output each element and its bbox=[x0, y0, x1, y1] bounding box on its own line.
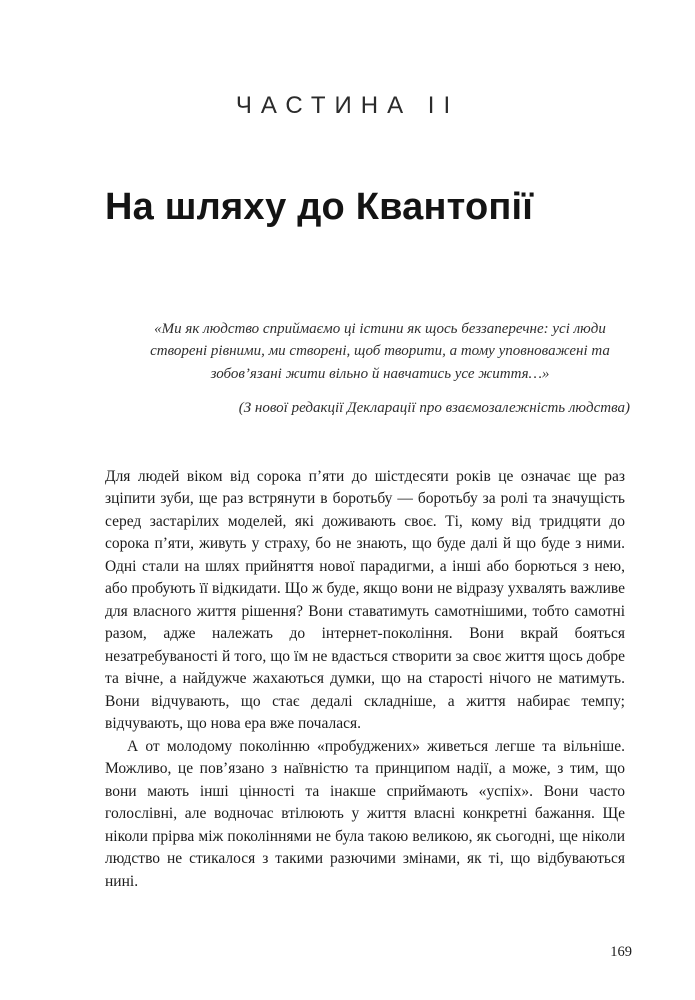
page-number: 169 bbox=[610, 944, 632, 960]
paragraph: Для людей віком від сорока п’яти до шістдесяти років це означає ще раз зціпити зуби, ще раз встрянути в боротьбу — боротьбу за ролі та значущість серед застарілих моделей, які доживають своє. Ті, кому від тридцяти до сорока п’яти, живуть у страху, бо не знають, що буде далі й що буде з ними. Одні стали на шлях прийняття нової парадигми, а інші або борються з нею, або пробують її відкидати. Що ж буде, якщо вони не відразу ухвалять важливе для власного життя рішення? Вони ставатимуть самотнішими, тобто самотні разом, адже належать до інтернет-покоління. Вони вкрай бояться незатребуваності й того, що їм не вдасться створити за своє життя щось добре та вічне, а найдужче жахаються думки, що на старості нічого не матимуть. Вони відчувають, що стає дедалі складніше, а життя набирає темпу; відчувають, що нова ера вже почалася. bbox=[105, 467, 625, 733]
body-text bbox=[105, 466, 625, 894]
epigraph-attribution: (З нової редакції Декларації про взаємозалежність людства) bbox=[238, 400, 630, 417]
chapter-title: На шляху до Квантопії bbox=[105, 186, 534, 228]
epigraph-quote: «Ми як людство сприймаємо ці істини як щось беззаперечне: усі люди створені рівними, ми створені, щоб творити, а тому уповноважені та зобов’язані жити вільно й навчатись усе життя…» bbox=[150, 320, 610, 382]
part-label: ЧАСТИНА II bbox=[235, 92, 460, 119]
paragraph: А от молодому поколінню «пробуджених» живеться легше та вільніше. Можливо, це пов’язано з наївністю та принципом надії, а може, з тим, що вони мають інші цінності та інакше сприймають «успіх». Вони часто голослівні, але водночас втілюють у життя власні конкретні бажання. Ще ніколи прірва між поколіннями не була такою великою, як сьогодні, ще ніколи людство не стикалося з такими разючими змінами, як ті, що відбуваються нині. bbox=[105, 737, 625, 890]
epigraph bbox=[130, 318, 630, 420]
